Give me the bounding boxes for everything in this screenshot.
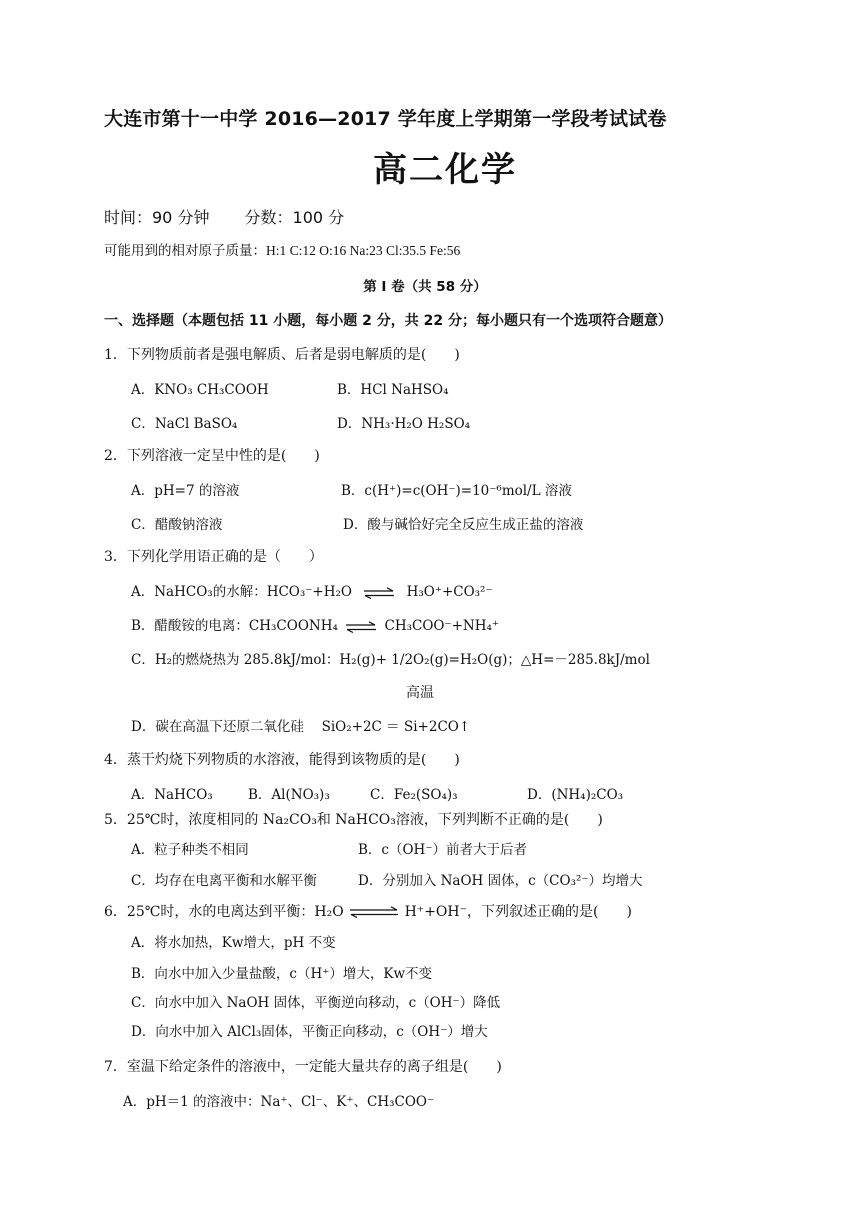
- total-score: 分数：100 分: [244, 208, 345, 227]
- question-6-option-a: A．将水加热，Kw增大，pH 不变: [131, 935, 336, 951]
- question-3-option-b: [131, 614, 499, 634]
- subject-title: 高二化学: [373, 150, 517, 190]
- question-3-option-a-products: H₃O⁺+CO₃²⁻: [406, 584, 493, 600]
- exam-meta: [104, 205, 344, 228]
- question-1-stem: 1．下列物质前者是强电解质、后者是弱电解质的是( ): [104, 347, 460, 363]
- question-3-option-b-products: CH₃COO⁻+NH₄⁺: [384, 618, 500, 634]
- school-exam-title: 大连市第十一中学 2016—2017 学年度上学期第一学段考试试卷: [104, 108, 667, 130]
- question-7-stem: 7．室温下给定条件的溶液中，一定能大量共存的离子组是( ): [104, 1059, 502, 1075]
- question-6-stem-left: 6．25℃时，水的电离达到平衡：H₂O: [104, 904, 344, 920]
- question-1-option-d: D．NH₃·H₂O H₂SO₄: [337, 416, 471, 432]
- question-3-stem: 3．下列化学用语正确的是（ ）: [104, 549, 323, 565]
- question-1-option-b: B．HCl NaHSO₄: [337, 382, 449, 398]
- equilibrium-arrow-icon: [344, 621, 378, 633]
- reaction-condition-label: 高温: [406, 685, 434, 701]
- question-3-option-a: [131, 580, 493, 600]
- equilibrium-arrow-icon: [362, 587, 396, 599]
- question-1-option-a: A．KNO₃ CH₃COOH: [131, 382, 269, 398]
- section-title: 一、选择题（本题包括 11 小题，每小题 2 分，共 22 分；每小题只有一个选项符合题意）: [104, 313, 672, 329]
- question-3-option-b-reactants: B．醋酸铵的电离：CH₃COONH₄: [131, 618, 338, 634]
- question-6-option-b: B．向水中加入少量盐酸，c（H⁺）增大，Kw不变: [131, 966, 433, 982]
- question-3-option-d: D．碳在高温下还原二氧化硅 SiO₂+2C ＝ Si+2CO↑: [131, 719, 471, 735]
- question-7-option-a: A．pH＝1 的溶液中：Na⁺、Cl⁻、K⁺、CH₃COO⁻: [123, 1094, 435, 1110]
- question-3-option-a-reactants: A．NaHCO₃的水解：HCO₃⁻+H₂O: [131, 584, 352, 600]
- question-4-stem: 4．蒸干灼烧下列物质的水溶液，能得到该物质的是( ): [104, 752, 460, 768]
- atomic-masses: 可能用到的相对原子质量：H:1 C:12 O:16 Na:23 Cl:35.5 Fe:56: [104, 243, 461, 258]
- question-2-option-b: B．c(H⁺)=c(OH⁻)=10⁻⁶mol/L 溶液: [341, 483, 572, 499]
- question-1-option-c: C．NaCl BaSO₄: [131, 416, 238, 432]
- question-5-option-a: A．粒子种类不相同: [131, 842, 249, 858]
- question-6-stem-right: H⁺+OH⁻，下列叙述正确的是( ): [404, 904, 632, 920]
- question-5-option-c: C．均存在电离平衡和水解平衡: [131, 873, 317, 889]
- question-2-stem: 2．下列溶液一定呈中性的是( ): [104, 448, 320, 464]
- equilibrium-arrow-icon: [349, 906, 399, 918]
- question-5-option-d: D．分别加入 NaOH 固体，c（CO₃²⁻）均增大: [358, 873, 643, 889]
- question-3-option-c: C．H₂的燃烧热为 285.8kJ/mol：H₂(g)+ 1/2O₂(g)=H₂O(g)；△H=－285.8kJ/mol: [131, 652, 650, 668]
- question-4-option-a: A．NaHCO₃: [131, 787, 213, 803]
- time-limit: 时间：90 分钟: [104, 208, 210, 227]
- question-6-option-c: C．向水中加入 NaOH 固体，平衡逆向移动，c（OH⁻）降低: [131, 995, 501, 1011]
- question-2-option-a: A．pH=7 的溶液: [131, 483, 240, 499]
- question-4-option-b: B．Al(NO₃)₃: [248, 787, 330, 803]
- question-4-option-d: D．(NH₄)₂CO₃: [527, 787, 624, 803]
- question-2-option-c: C．醋酸钠溶液: [131, 517, 223, 533]
- part-title: 第 I 卷（共 58 分）: [363, 279, 487, 295]
- question-2-option-d: D．酸与碱恰好完全反应生成正盐的溶液: [343, 517, 584, 533]
- question-5-option-b: B．c（OH⁻）前者大于后者: [358, 842, 527, 858]
- question-6-option-d: D．向水中加入 AlCl₃固体，平衡正向移动，c（OH⁻）增大: [131, 1024, 488, 1040]
- question-6-stem: [104, 901, 632, 921]
- question-4-option-c: C．Fe₂(SO₄)₃: [370, 787, 458, 803]
- question-5-stem: 5．25℃时，浓度相同的 Na₂CO₃和 NaHCO₃溶液，下列判断不正确的是( ): [104, 812, 603, 828]
